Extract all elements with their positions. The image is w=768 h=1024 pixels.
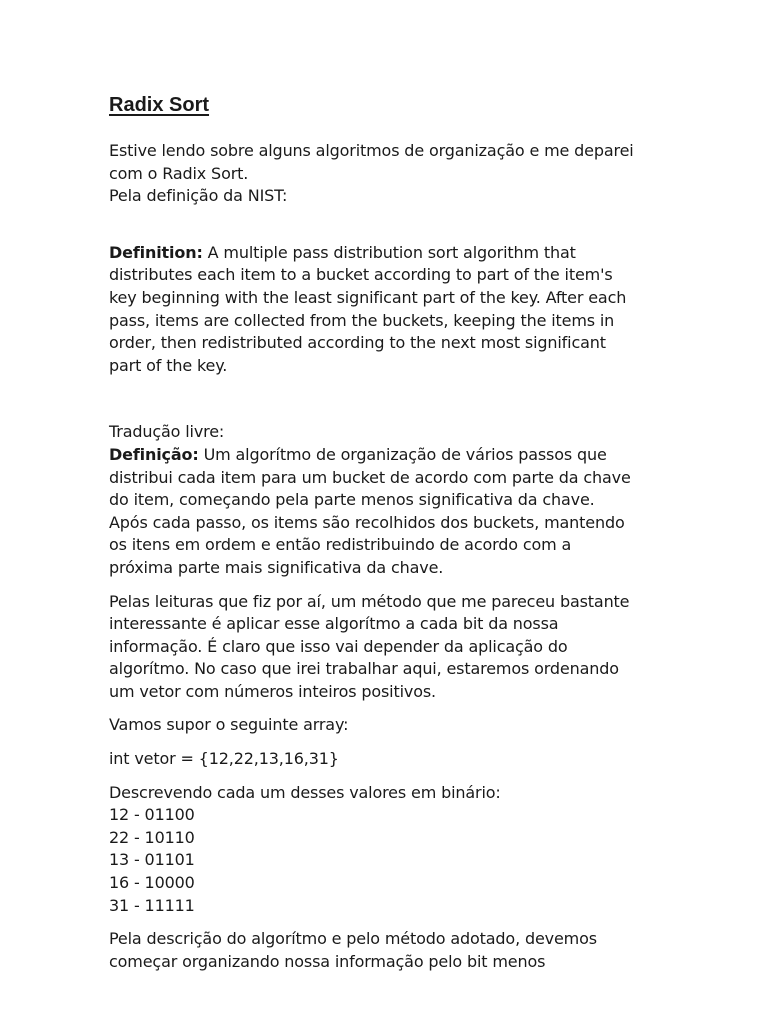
definicao-term: Definição: — [109, 444, 199, 464]
definicao-text: Um algorítmo de organização de vários passos que distribui cada item para um bucket de acordo com parte da chave do item, começando pela parte menos significativa da chave. Após cada passo, os items são recolhidos dos buckets, mantendo os itens em ordem e então redistribuindo de acordo com a próxima parte mais significativa da chave. — [109, 444, 631, 577]
spacer — [109, 703, 689, 714]
final-paragraph: Pela descrição do algorítmo e pelo método adotado, devemos começar organizando nossa informação pelo bit menos — [109, 929, 597, 971]
definition-portuguese — [109, 444, 689, 580]
binary-value: 12 - 01100 — [109, 805, 195, 825]
definition-term: Definition: — [109, 242, 203, 262]
suppose-paragraph: Vamos supor o seguinte array: — [109, 715, 349, 735]
method-paragraph: Pelas leituras que fiz por aí, um método que me pareceu bastante interessante é aplicar esse algorítmo a cada bit da nossa informação. É claro que isso vai depender da aplicação do algorítmo. No caso que irei trabalhar aqui, estaremos ordenando um vetor com números inteiros positivos. — [109, 591, 630, 701]
page-title: Radix Sort — [109, 94, 210, 116]
definition-english — [109, 242, 689, 378]
document-page — [109, 92, 689, 973]
spacer — [109, 737, 689, 748]
spacer — [109, 917, 689, 928]
binary-intro: Descrevendo cada um desses valores em binário: — [109, 782, 501, 802]
binary-list — [109, 804, 689, 917]
spacer — [109, 377, 689, 421]
spacer — [109, 771, 689, 782]
translation-label: Tradução livre: — [109, 422, 225, 442]
binary-value: 31 - 11111 — [109, 895, 195, 915]
code-line: int vetor = {12,22,13,16,31} — [109, 749, 339, 769]
binary-value: 22 - 10110 — [109, 827, 195, 847]
spacer — [109, 208, 689, 242]
spacer — [109, 580, 689, 591]
binary-value: 16 - 10000 — [109, 873, 195, 893]
binary-value: 13 - 01101 — [109, 850, 195, 870]
definition-text: A multiple pass distribution sort algorithm that distributes each item to a bucket according to part of the item's key beginning with the least significant part of the key. After each pass, items are collected from the buckets, keeping the items in order, then redistributed according to the next most significant part of the key. — [109, 242, 627, 375]
intro-paragraph: Estive lendo sobre alguns algoritmos de organização e me deparei com o Radix Sort. Pela definição da NIST: — [109, 141, 634, 206]
